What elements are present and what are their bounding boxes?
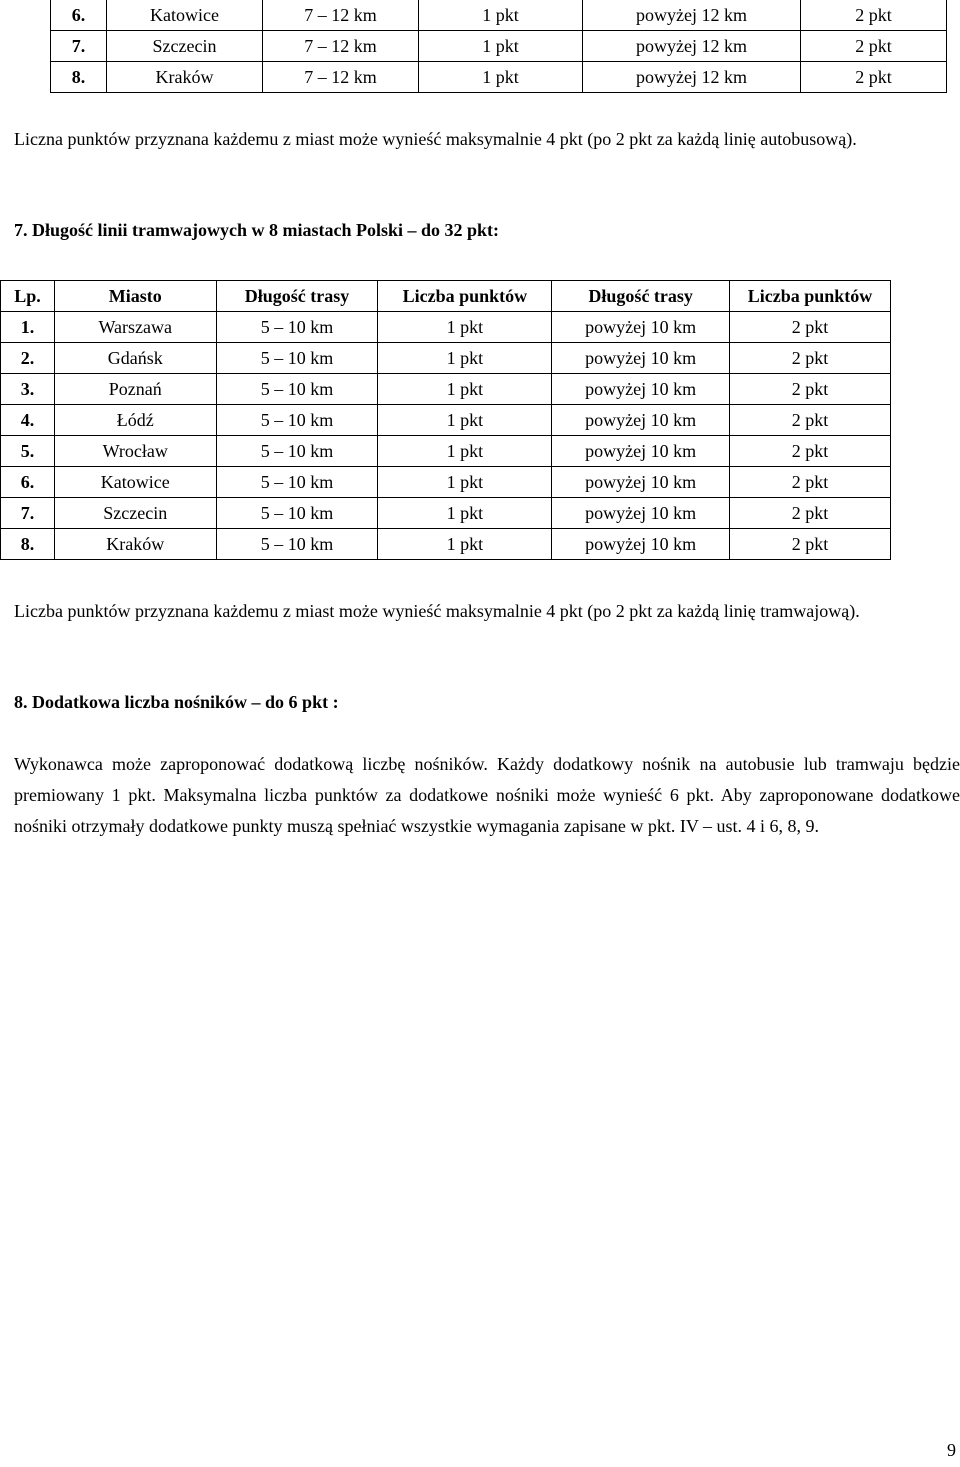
length-range-cell: 5 – 10 km	[216, 343, 378, 374]
lp-cell: 6.	[1, 467, 55, 498]
length-range-cell: 5 – 10 km	[216, 374, 378, 405]
carriers-paragraph: Wykonawca może zaproponować dodatkową liczbę nośników. Każdy dodatkowy nośnik na autobusie lub tramwaju będzie premiowany 1 pkt. Maksymalna liczba punktów za dodatkowe nośniki może wynieść 6 pkt. Aby zaproponowane dodatkowe nośniki otrzymały dodatkowe punkty muszą spełniać wszystkie wymagania zapisane w pkt. IV – ust. 4 i 6, 8, 9.	[14, 754, 960, 836]
header-lp: Lp.	[1, 281, 55, 312]
points-cell: 1 pkt	[419, 31, 583, 62]
length-above-cell: powyżej 12 km	[583, 31, 801, 62]
city-cell: Łódź	[54, 405, 216, 436]
points-cell: 2 pkt	[801, 62, 947, 93]
page-number: 9	[947, 1440, 956, 1460]
points-cell: 1 pkt	[378, 374, 552, 405]
header-length-1: Długość trasy	[216, 281, 378, 312]
points-cell: 2 pkt	[730, 312, 891, 343]
points-cell: 2 pkt	[730, 498, 891, 529]
lp-cell: 7.	[51, 31, 107, 62]
length-above-cell: powyżej 10 km	[552, 312, 730, 343]
points-cell: 1 pkt	[419, 62, 583, 93]
length-range-cell: 5 – 10 km	[216, 529, 378, 560]
points-cell: 1 pkt	[378, 529, 552, 560]
points-cell: 2 pkt	[801, 31, 947, 62]
length-above-cell: powyżej 10 km	[552, 467, 730, 498]
section-7-heading: 7. Długość linii tramwajowych w 8 miastach Polski – do 32 pkt:	[14, 220, 500, 240]
lp-cell: 1.	[1, 312, 55, 343]
city-cell: Kraków	[107, 62, 263, 93]
length-above-cell: powyżej 10 km	[552, 374, 730, 405]
table-row	[1, 529, 891, 560]
length-above-cell: powyżej 10 km	[552, 498, 730, 529]
lp-cell: 8.	[1, 529, 55, 560]
header-length-2: Długość trasy	[552, 281, 730, 312]
points-cell: 1 pkt	[378, 498, 552, 529]
length-above-cell: powyżej 10 km	[552, 405, 730, 436]
table-row	[51, 31, 947, 62]
city-cell: Gdańsk	[54, 343, 216, 374]
length-above-cell: powyżej 12 km	[583, 62, 801, 93]
header-points-2: Liczba punktów	[730, 281, 891, 312]
points-cell: 1 pkt	[419, 0, 583, 31]
points-cell: 2 pkt	[730, 374, 891, 405]
city-cell: Katowice	[107, 0, 263, 31]
points-cell: 2 pkt	[801, 0, 947, 31]
points-cell: 2 pkt	[730, 436, 891, 467]
lp-cell: 2.	[1, 343, 55, 374]
length-above-cell: powyżej 12 km	[583, 0, 801, 31]
header-city: Miasto	[54, 281, 216, 312]
section-8-heading: 8. Dodatkowa liczba nośników – do 6 pkt :	[14, 692, 339, 712]
table-row	[51, 0, 947, 31]
lp-cell: 7.	[1, 498, 55, 529]
lp-cell: 8.	[51, 62, 107, 93]
city-cell: Katowice	[54, 467, 216, 498]
table-row	[1, 312, 891, 343]
length-range-cell: 5 – 10 km	[216, 312, 378, 343]
lp-cell: 4.	[1, 405, 55, 436]
length-range-cell: 7 – 12 km	[263, 31, 419, 62]
table-row	[1, 374, 891, 405]
tram-lines-table	[0, 280, 891, 560]
points-cell: 2 pkt	[730, 405, 891, 436]
length-range-cell: 5 – 10 km	[216, 436, 378, 467]
length-range-cell: 7 – 12 km	[263, 62, 419, 93]
table-row	[51, 62, 947, 93]
bus-points-note: Liczna punktów przyznana każdemu z miast może wynieść maksymalnie 4 pkt (po 2 pkt za każdą linię autobusową).	[14, 129, 857, 149]
points-cell: 1 pkt	[378, 343, 552, 374]
table-row	[1, 498, 891, 529]
lp-cell: 6.	[51, 0, 107, 31]
bus-lines-table-continued	[50, 0, 947, 93]
length-range-cell: 5 – 10 km	[216, 405, 378, 436]
city-cell: Poznań	[54, 374, 216, 405]
length-range-cell: 5 – 10 km	[216, 467, 378, 498]
points-cell: 2 pkt	[730, 529, 891, 560]
table-header-row	[1, 281, 891, 312]
tram-points-note: Liczba punktów przyznana każdemu z miast może wynieść maksymalnie 4 pkt (po 2 pkt za każdą linię tramwajową).	[14, 601, 860, 621]
points-cell: 2 pkt	[730, 467, 891, 498]
city-cell: Kraków	[54, 529, 216, 560]
city-cell: Szczecin	[54, 498, 216, 529]
city-cell: Szczecin	[107, 31, 263, 62]
table-row	[1, 467, 891, 498]
city-cell: Wrocław	[54, 436, 216, 467]
points-cell: 1 pkt	[378, 467, 552, 498]
city-cell: Warszawa	[54, 312, 216, 343]
length-above-cell: powyżej 10 km	[552, 529, 730, 560]
table-row	[1, 343, 891, 374]
points-cell: 1 pkt	[378, 312, 552, 343]
points-cell: 1 pkt	[378, 436, 552, 467]
length-above-cell: powyżej 10 km	[552, 436, 730, 467]
points-cell: 2 pkt	[730, 343, 891, 374]
table-row	[1, 436, 891, 467]
table-row	[1, 405, 891, 436]
length-above-cell: powyżej 10 km	[552, 343, 730, 374]
lp-cell: 3.	[1, 374, 55, 405]
lp-cell: 5.	[1, 436, 55, 467]
length-range-cell: 5 – 10 km	[216, 498, 378, 529]
header-points-1: Liczba punktów	[378, 281, 552, 312]
points-cell: 1 pkt	[378, 405, 552, 436]
length-range-cell: 7 – 12 km	[263, 0, 419, 31]
